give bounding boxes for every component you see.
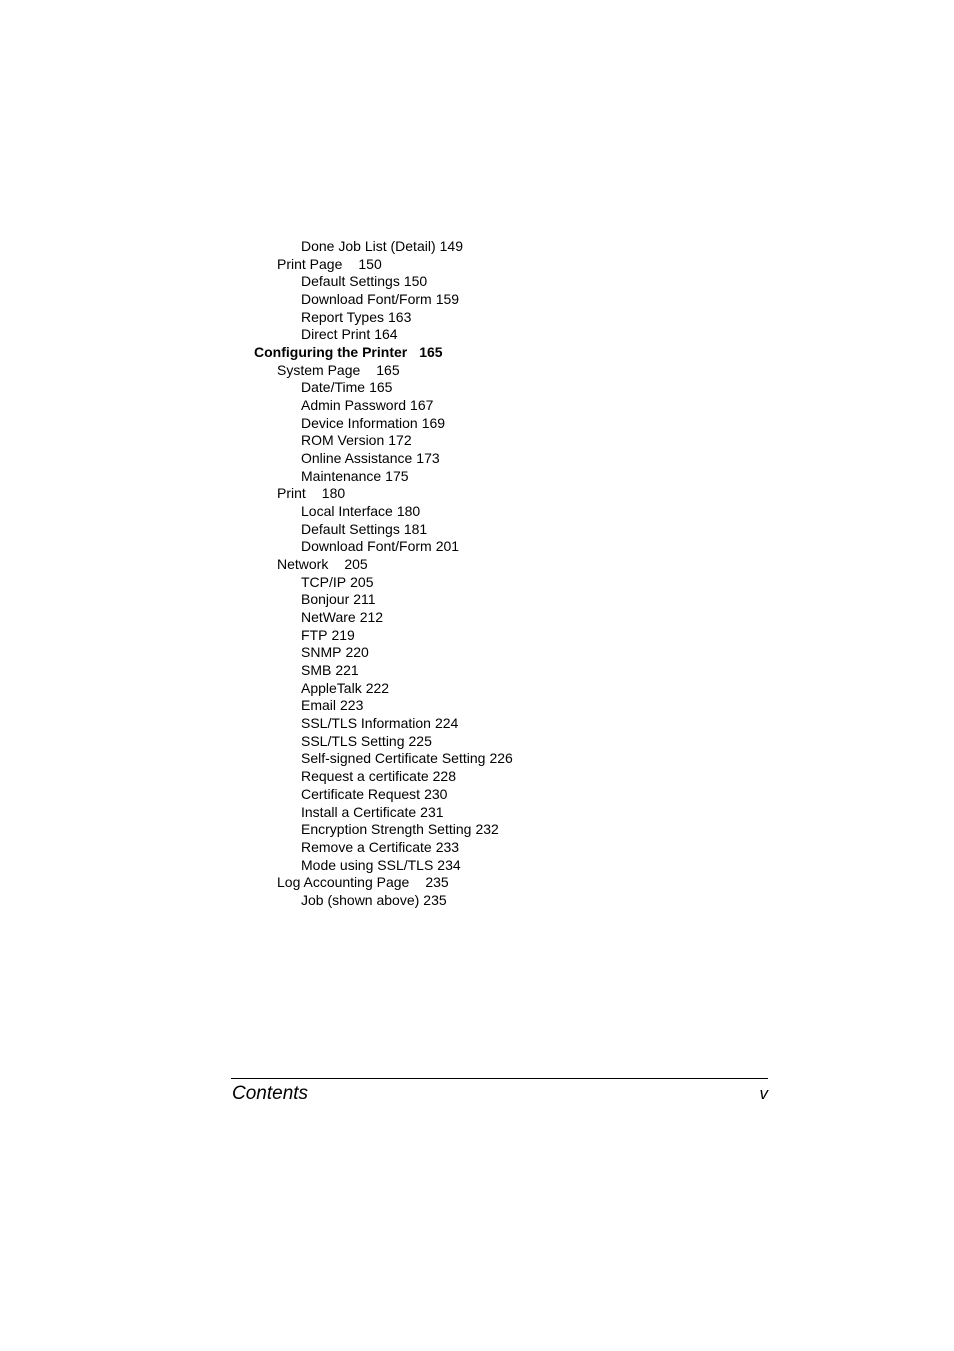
toc-entry[interactable] bbox=[254, 591, 513, 609]
toc-entry-page: 165 bbox=[419, 344, 443, 361]
toc-entry[interactable] bbox=[254, 291, 513, 309]
toc-entry-page: 235 bbox=[425, 874, 449, 891]
toc-entry-page: 235 bbox=[423, 891, 447, 908]
toc-entry-page: 226 bbox=[489, 750, 513, 767]
toc-entry-title: Network bbox=[277, 556, 329, 573]
toc-entry-title: Remove a Certificate bbox=[301, 838, 432, 855]
toc-entry-page: 180 bbox=[396, 503, 421, 520]
toc-entry-title: Download Font/Form bbox=[301, 538, 432, 555]
toc-entry[interactable] bbox=[254, 468, 513, 486]
footer-section-title: Contents bbox=[232, 1083, 309, 1104]
toc-entry-page: 222 bbox=[365, 679, 390, 696]
footer-page-number: v bbox=[759, 1084, 768, 1103]
toc-entry-title: Self-signed Certificate Setting bbox=[301, 750, 486, 767]
toc-entry-title: Direct Print bbox=[301, 326, 371, 343]
toc-entry-title: Admin Password bbox=[301, 397, 407, 414]
toc-entry-title: Print bbox=[277, 485, 306, 502]
toc-entry[interactable] bbox=[254, 309, 513, 327]
toc-entry[interactable] bbox=[254, 326, 513, 344]
toc-entry-page: 205 bbox=[344, 556, 368, 573]
toc-entry-page: 180 bbox=[321, 485, 346, 502]
toc-entry-title: SMB bbox=[301, 662, 332, 679]
toc-entry-title: Online Assistance bbox=[301, 450, 413, 467]
toc-entry[interactable] bbox=[254, 786, 513, 804]
toc-entry[interactable] bbox=[254, 450, 513, 468]
toc-entry-page: 163 bbox=[388, 308, 412, 325]
toc-entry-page: 232 bbox=[475, 821, 499, 838]
toc-entry-page: 220 bbox=[345, 644, 369, 661]
toc-entry-page: 211 bbox=[353, 591, 376, 608]
toc-entry-page: 230 bbox=[424, 785, 448, 802]
toc-entry-title: Date/Time bbox=[301, 379, 366, 396]
toc-entry[interactable] bbox=[254, 644, 513, 662]
toc-entry-title: SSL/TLS Information bbox=[301, 715, 431, 732]
toc-entry-title: System Page bbox=[277, 361, 361, 378]
toc-entry[interactable] bbox=[254, 680, 513, 698]
toc-entry-title: Download Font/Form bbox=[301, 291, 432, 308]
toc-entry-page: 175 bbox=[385, 467, 409, 484]
toc-entry[interactable] bbox=[254, 715, 513, 733]
toc-entry-page: 173 bbox=[416, 450, 440, 467]
toc-entry-title: SSL/TLS Setting bbox=[301, 732, 405, 749]
toc-entry[interactable] bbox=[254, 839, 513, 857]
toc-entry-title: Maintenance bbox=[301, 467, 382, 484]
toc-entry-title: Certificate Request bbox=[301, 785, 421, 802]
toc-entry[interactable] bbox=[254, 750, 513, 768]
toc-entry-title: Local Interface bbox=[301, 503, 393, 520]
toc-entry-page: 201 bbox=[435, 538, 460, 555]
toc-entry[interactable] bbox=[254, 397, 513, 415]
toc-entry[interactable] bbox=[254, 485, 513, 503]
toc-entry-page: 150 bbox=[358, 255, 382, 272]
toc-entry-page: 233 bbox=[435, 838, 460, 855]
toc-entry-page: 167 bbox=[410, 397, 434, 414]
toc-entry[interactable] bbox=[254, 379, 513, 397]
toc-entry-title: SNMP bbox=[301, 644, 342, 661]
toc-entry-page: 231 bbox=[420, 803, 444, 820]
toc-entry-page: 165 bbox=[369, 379, 393, 396]
toc-entry-title: AppleTalk bbox=[301, 679, 362, 696]
toc-entry-title: Log Accounting Page bbox=[277, 874, 410, 891]
toc-entry[interactable] bbox=[254, 574, 513, 592]
toc-entry-page: 234 bbox=[437, 856, 461, 873]
toc-entry-title: Job (shown above) bbox=[301, 891, 420, 908]
toc-entry-title: Default Settings bbox=[301, 520, 400, 537]
toc-entry-page: 181 bbox=[403, 520, 428, 537]
toc-entry-page: 219 bbox=[331, 626, 355, 643]
toc-entry-title: TCP/IP bbox=[301, 573, 347, 590]
toc-entry[interactable] bbox=[254, 697, 513, 715]
toc-entry[interactable] bbox=[254, 538, 513, 556]
toc-entry[interactable] bbox=[254, 415, 513, 433]
toc-entry-page: 223 bbox=[340, 697, 364, 714]
toc-entry-page: 149 bbox=[439, 238, 463, 254]
toc-entry-title: FTP bbox=[301, 626, 328, 643]
toc-entry-page: 212 bbox=[359, 609, 384, 626]
toc-entry-page: 150 bbox=[403, 273, 428, 290]
toc-entry-title: Bonjour bbox=[301, 591, 350, 608]
toc-entry-title: Report Types bbox=[301, 308, 385, 325]
toc-entry-page: 159 bbox=[435, 291, 460, 308]
toc-entry-page: 165 bbox=[376, 361, 400, 378]
toc-entry[interactable] bbox=[254, 521, 513, 539]
toc-entry-title: Done Job List (Detail) bbox=[301, 238, 436, 254]
toc-entry[interactable] bbox=[254, 503, 513, 521]
table-of-contents bbox=[254, 238, 513, 910]
toc-entry-page: 172 bbox=[388, 432, 412, 449]
toc-entry-title: Email bbox=[301, 697, 337, 714]
toc-entry[interactable] bbox=[254, 662, 513, 680]
toc-entry-title: Device Information bbox=[301, 414, 418, 431]
toc-entry-title: Mode using SSL/TLS bbox=[301, 856, 434, 873]
toc-entry-title: NetWare bbox=[301, 609, 356, 626]
toc-entry[interactable] bbox=[254, 874, 513, 892]
toc-entry-title: Configuring the Printer bbox=[254, 344, 408, 361]
toc-entry-page: 225 bbox=[408, 732, 432, 749]
toc-entry-title: ROM Version bbox=[301, 432, 385, 449]
toc-entry[interactable] bbox=[254, 238, 513, 256]
toc-entry[interactable] bbox=[254, 432, 513, 450]
toc-entry[interactable] bbox=[254, 733, 513, 751]
toc-entry[interactable] bbox=[254, 362, 513, 380]
toc-entry-page: 224 bbox=[434, 715, 459, 732]
toc-entry[interactable] bbox=[254, 804, 513, 822]
toc-entry-title: Install a Certificate bbox=[301, 803, 417, 820]
toc-entry-title: Default Settings bbox=[301, 273, 400, 290]
toc-entry[interactable] bbox=[254, 556, 513, 574]
toc-entry[interactable] bbox=[254, 273, 513, 291]
toc-entry-title: Encryption Strength Setting bbox=[301, 821, 472, 838]
toc-entry-page: 228 bbox=[432, 768, 456, 785]
toc-entry-page: 169 bbox=[421, 414, 446, 431]
toc-entry[interactable] bbox=[254, 768, 513, 786]
toc-entry[interactable] bbox=[254, 344, 513, 362]
toc-entry[interactable] bbox=[254, 892, 513, 910]
toc-entry-page: 164 bbox=[374, 326, 398, 343]
toc-entry-page: 221 bbox=[335, 662, 359, 679]
toc-entry[interactable] bbox=[254, 857, 513, 875]
toc-entry[interactable] bbox=[254, 821, 513, 839]
toc-entry[interactable] bbox=[254, 256, 513, 274]
toc-entry[interactable] bbox=[254, 627, 513, 645]
toc-entry-title: Request a certificate bbox=[301, 768, 429, 785]
toc-entry-title: Print Page bbox=[277, 255, 343, 272]
footer-divider bbox=[231, 1078, 768, 1079]
toc-entry[interactable] bbox=[254, 609, 513, 627]
toc-entry-page: 205 bbox=[350, 573, 374, 590]
